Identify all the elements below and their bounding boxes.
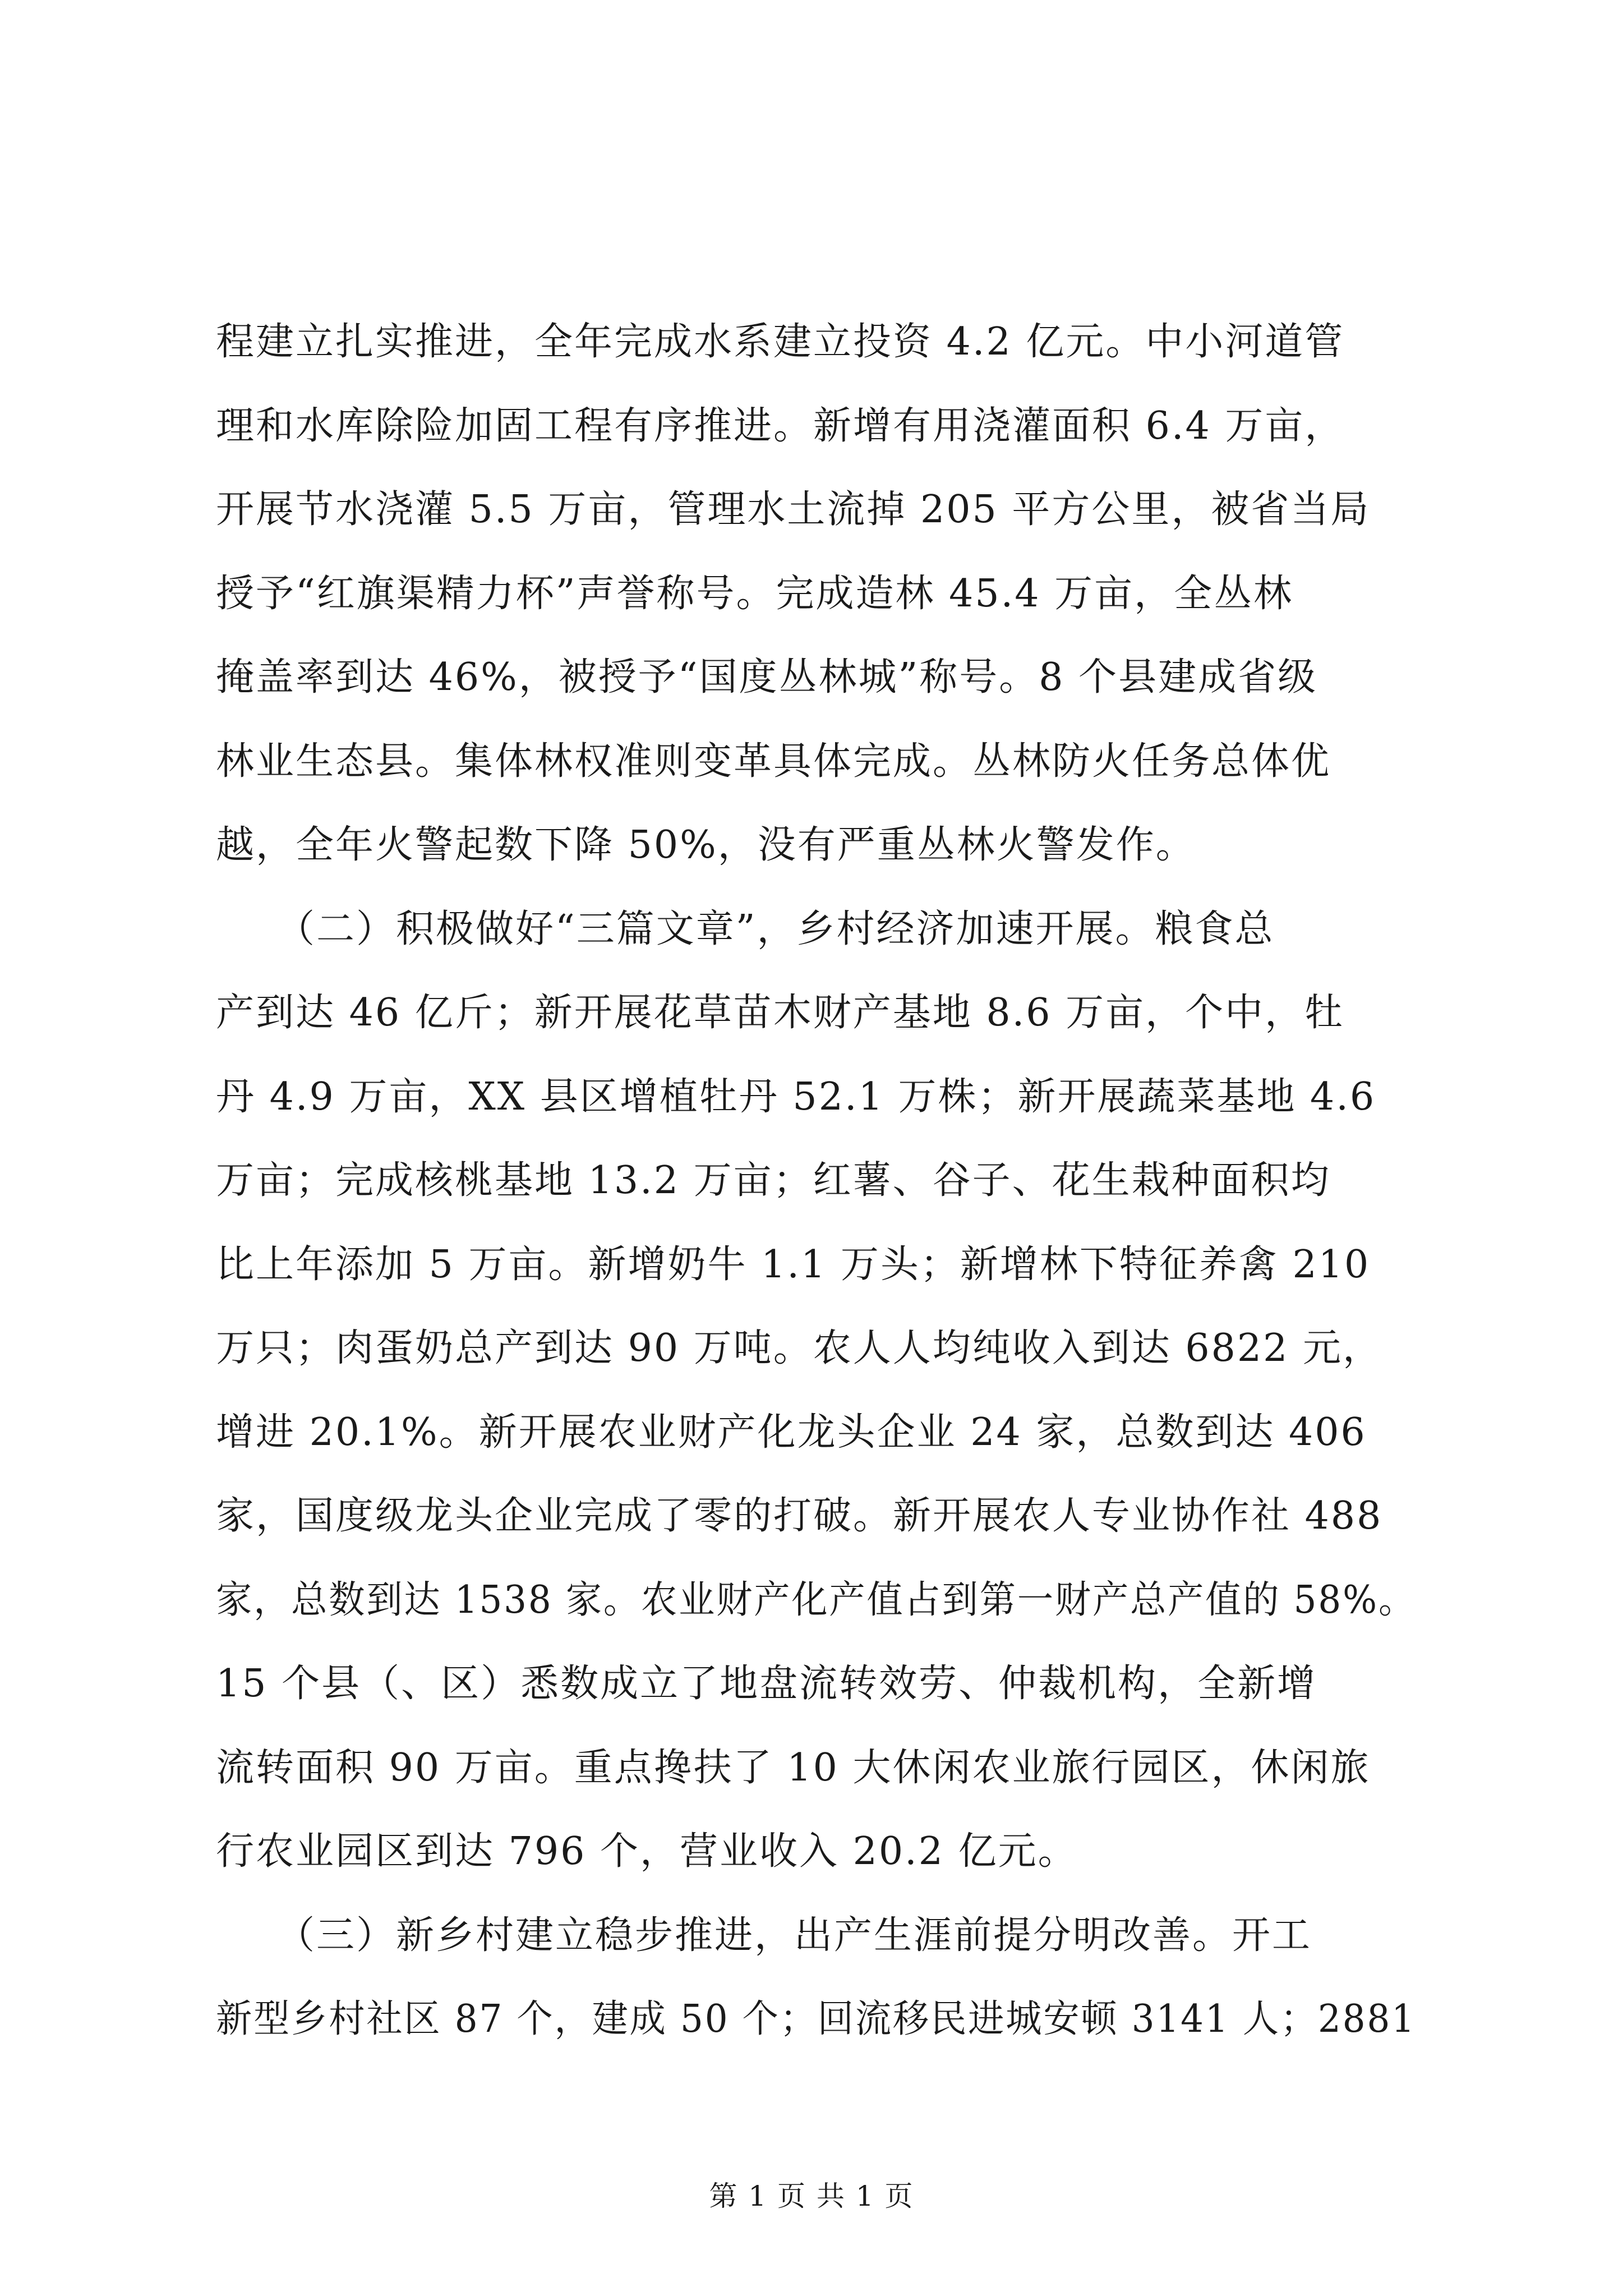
text-line: 万亩；完成核桃基地 13.2 万亩；红薯、谷子、花生栽种面积均 [216,1158,1331,1203]
text-line: 丹 4.9 万亩，XX 县区增植牡丹 52.1 万株；新开展蔬菜基地 4.6 [216,1074,1376,1119]
text-line: 行农业园区到达 796 个，营业收入 20.2 亿元。 [216,1829,1078,1874]
text-line: 越，全年火警起数下降 50%，没有严重丛林火警发作。 [216,823,1196,867]
page-footer: 第 1 页 共 1 页 [709,2180,914,2212]
text-line: （二）积极做好“三篇文章”，乡村经济加速开展。粮食总 [216,907,1275,951]
document-body [216,300,1416,2062]
text-line: （三）新乡村建立稳步推进，出产生涯前提分明改善。开工 [216,1913,1312,1958]
text-line: 15 个县（、区）悉数成立了地盘流转效劳、仲裁机构，全新增 [216,1662,1317,1706]
text-line: 理和水库除险加固工程有序推进。新增有用浇灌面积 6.4 万亩， [216,403,1345,448]
text-line: 万只；肉蛋奶总产到达 90 万吨。农人人均纯收入到达 6822 元， [216,1326,1383,1370]
text-line: 比上年添加 5 万亩。新增奶牛 1.1 万头；新增林下特征养禽 210 [216,1242,1371,1287]
text-line: 开展节水浇灌 5.5 万亩，管理水土流掉 205 平方公里，被省当局 [216,487,1371,532]
text-line: 产到达 46 亿斤；新开展花草苗木财产基地 8.6 万亩，个中，牡 [216,991,1345,1035]
text-line: 家，总数到达 1538 家。农业财产化产值占到第一财产总产值的 58%。 [216,1577,1417,1622]
text-line: 程建立扎实推进，全年完成水系建立投资 4.2 亿元。中小河道管 [216,320,1345,364]
text-line: 家，国度级龙头企业完成了零的打破。新开展农人专业协作社 488 [216,1494,1383,1538]
text-line: 流转面积 90 万亩。重点搀扶了 10 大休闲农业旅行园区，休闲旅 [216,1745,1371,1790]
text-line: 新型乡村社区 87 个，建成 50 个；回流移民进城安顿 3141 人；2881 [216,1997,1416,2041]
text-line: 林业生态县。集体林权准则变革具体完成。丛林防火任务总体优 [216,739,1331,784]
text-line: 授予“红旗渠精力杯”声誉称号。完成造林 45.4 万亩，全丛林 [216,571,1294,616]
text-line: 增进 20.1%。新开展农业财产化龙头企业 24 家，总数到达 406 [216,1410,1367,1455]
text-line: 掩盖率到达 46%，被授予“国度丛林城”称号。8 个县建成省级 [216,655,1318,700]
